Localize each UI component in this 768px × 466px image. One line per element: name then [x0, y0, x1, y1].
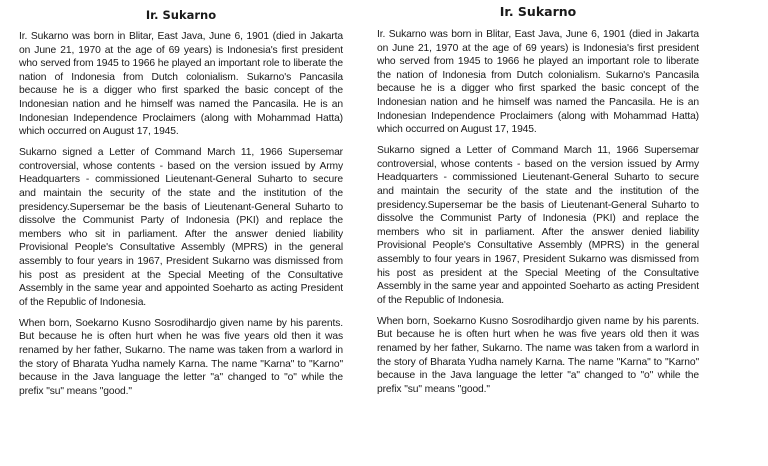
right-document-column	[377, 0, 699, 404]
left-paragraph-2: Sukarno signed a Letter of Command March 11, 1966 Supersemar controversial, whose contents - based on the version issued by Army Headquarters - commissioned Lieutenant-General Suharto to secure and maintain the security of the state and the institution of the presidency.Supersemar be the basis of Lieutenant-General Suharto to dissolve the Communist Party of Indonesia (PKI) and replace the members who sit in parliament. After the answer denied liability Provisional People's Consultative Assembly (MPRS) in the general assembly to four years in 1967, President Sukarno was dismissed from his post as president at the Special Meeting of the Consultative Assembly in the same year and appointed Soeharto as acting President of the Republic of Indonesia.	[19, 147, 343, 308]
right-title: Ir. Sukarno	[499, 4, 577, 19]
left-document-column	[19, 0, 343, 406]
right-paragraph-1: Ir. Sukarno was born in Blitar, East Java, June 6, 1901 (died in Jakarta on June 21, 1970 at the age of 69 years) is Indonesia's first president who served from 1945 to 1966 he played an important role to liberate the nation of Indonesia from Dutch colonialism. Sukarno's Pancasila because he is a digger who first sparked the basic concept of the Indonesian nation and he himself was named the Pancasila. He is an Indonesian Independence Proclaimers (along with Mohammad Hatta) which occurred on August 17, 1945.	[377, 29, 699, 136]
left-paragraph-3: When born, Soekarno Kusno Sosrodihardjo given name by his parents. But because he is often hurt when he was five years old then it was renamed by her father, Sukarno. The name was taken from a warlord in the story of Bharata Yudha namely Karna. The name "Karna" to "Karno" because in the Java language the letter "a" changed to "o" while the prefix "su" means "good."	[19, 317, 343, 397]
right-paragraph-3: When born, Soekarno Kusno Sosrodihardjo given name by his parents. But because he is often hurt when he was five years old then it was renamed by her father, Sukarno. The name was taken from a warlord in the story of Bharata Yudha namely Karna. The name "Karna" to "Karno" because in the Java language the letter "a" changed to "o" while the prefix "su" means "good."	[377, 315, 699, 395]
left-title: Ir. Sukarno	[145, 8, 217, 22]
right-paragraph-2: Sukarno signed a Letter of Command March 11, 1966 Supersemar controversial, whose contents - based on the version issued by Army Headquarters - commissioned Lieutenant-General Suharto to secure and maintain the security of the state and the institution of the presidency.Supersemar be the basis of Lieutenant-General Suharto to dissolve the Communist Party of Indonesia (PKI) and replace the members who sit in parliament. After the answer denied liability Provisional People's Consultative Assembly (MPRS) in the general assembly to four years in 1967, President Sukarno was dismissed from his post as president at the Special Meeting of the Consultative Assembly in the same year and appointed Soeharto as acting President of the Republic of Indonesia.	[377, 145, 699, 306]
left-paragraph-1: Ir. Sukarno was born in Blitar, East Java, June 6, 1901 (died in Jakarta on June 21, 1970 at the age of 69 years) is Indonesia's first president who served from 1945 to 1966 he played an important role to liberate the nation of Indonesia from Dutch colonialism. Sukarno's Pancasila because he is a digger who first sparked the basic concept of the Indonesian nation and he himself was named the Pancasila. He is an Indonesian Independence Proclaimers (along with Mohammad Hatta) which occurred on August 17, 1945.	[19, 31, 343, 138]
